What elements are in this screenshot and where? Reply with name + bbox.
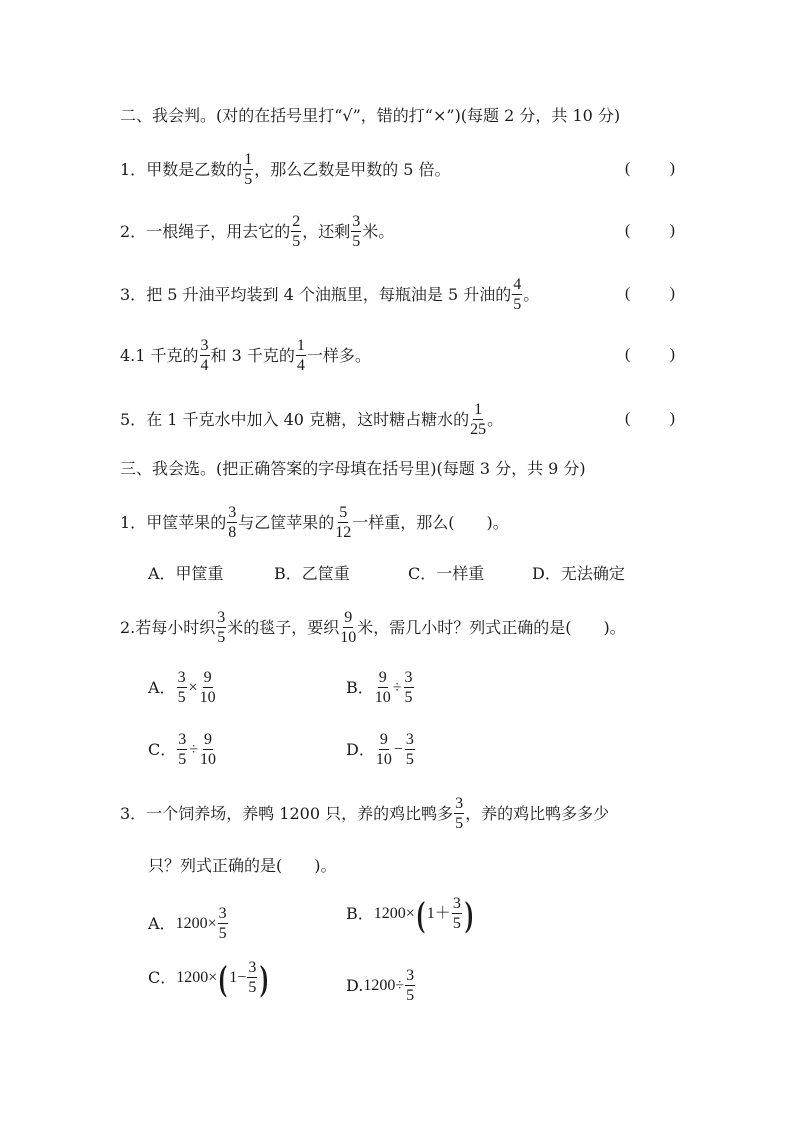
expression: 1200× — [176, 969, 218, 986]
item-number: 3． — [120, 804, 147, 823]
numerator: 3 — [404, 669, 413, 686]
numerator: 3 — [352, 213, 361, 230]
denominator: 5 — [292, 233, 301, 250]
denominator: 5 — [352, 233, 361, 250]
item-number: 2. — [120, 618, 136, 637]
option-label: A． — [148, 914, 176, 933]
numerator: 3 — [178, 731, 187, 748]
denominator: 5 — [513, 296, 522, 313]
numerator: 9 — [204, 731, 213, 748]
item-text: 1 千克的 — [135, 346, 199, 365]
fraction — [405, 968, 415, 1004]
q2-option-d[interactable] — [346, 732, 416, 768]
numerator: 9 — [344, 609, 353, 626]
option-d[interactable]: D．无法确定 — [532, 564, 625, 583]
item-text: 一个饲养场，养鸭 1200 只，养的鸡比鸭多 — [146, 804, 454, 823]
judge-item-4 — [120, 338, 371, 374]
q3-option-c[interactable] — [148, 960, 270, 996]
answer-blank-4[interactable] — [625, 346, 675, 364]
item-text: ，还剩 — [302, 222, 351, 241]
minus-operator: − — [393, 741, 403, 758]
denominator: 5 — [178, 751, 187, 768]
choice-question-1 — [120, 505, 509, 541]
denominator: 5 — [248, 979, 257, 996]
denominator: 4 — [200, 357, 209, 374]
item-text: 若每小时织 — [135, 618, 216, 637]
item-text: 只？列式正确的是( )。 — [148, 856, 337, 875]
denominator: 5 — [452, 915, 461, 932]
paren-close: ) — [669, 222, 675, 239]
fraction — [512, 277, 522, 313]
right-paren: ) — [260, 958, 269, 998]
item-text: 米，需几小时？列式正确的是( )。 — [357, 618, 626, 637]
numerator: 1 — [474, 401, 483, 418]
numerator: 3 — [248, 959, 257, 976]
divide-operator: ÷ — [189, 741, 199, 758]
paren-close: ) — [669, 346, 675, 363]
option-label: C． — [148, 968, 177, 987]
denominator: 25 — [470, 421, 487, 438]
q3-line2 — [148, 858, 337, 874]
item-text: 甲筐苹果的 — [146, 513, 227, 532]
item-text: ，那么乙数是甲数的 5 倍。 — [254, 160, 451, 179]
numerator: 3 — [452, 895, 461, 912]
item-text: 把 5 升油平均装到 4 个油瓶里，每瓶油是 5 升油的 — [146, 285, 512, 304]
q1-options — [148, 566, 625, 582]
denominator: 10 — [375, 751, 392, 768]
paren-close: ) — [669, 160, 675, 177]
judge-item-2 — [120, 214, 394, 250]
fraction — [454, 796, 464, 832]
denominator: 10 — [374, 689, 391, 706]
paren-open: ( — [625, 222, 631, 239]
option-label: B． — [346, 678, 374, 697]
answer-blank-2[interactable] — [625, 222, 675, 240]
option-label: A． — [148, 678, 176, 697]
denominator: 10 — [200, 751, 217, 768]
numerator: 3 — [405, 731, 414, 748]
item-text: 。 — [487, 410, 504, 429]
item-number: 2． — [120, 222, 147, 241]
paren-open: ( — [625, 160, 631, 177]
fraction — [470, 402, 486, 438]
numerator: 3 — [177, 669, 186, 686]
q3-option-b[interactable] — [346, 896, 475, 932]
numerator: 3 — [228, 504, 237, 521]
q2-option-b[interactable] — [346, 670, 415, 706]
expression: 1− — [229, 969, 247, 986]
fraction — [291, 214, 301, 250]
numerator: 4 — [513, 276, 522, 293]
expression: 1200× — [373, 905, 415, 922]
multiply-operator: × — [188, 679, 198, 696]
numerator: 3 — [200, 337, 209, 354]
fraction — [340, 610, 356, 646]
denominator: 5 — [404, 689, 413, 706]
judge-item-5 — [120, 402, 503, 438]
option-a[interactable]: A．甲筐重 — [148, 564, 224, 583]
fraction — [247, 960, 257, 996]
paren-close: ) — [669, 285, 675, 302]
option-c[interactable]: C．一样重 — [408, 564, 485, 583]
fraction — [335, 505, 351, 541]
numerator: 2 — [292, 213, 301, 230]
numerator: 1 — [296, 337, 305, 354]
fraction — [218, 906, 228, 942]
fraction — [296, 338, 306, 374]
fraction — [177, 732, 187, 768]
right-paren: ) — [464, 894, 474, 934]
denominator: 5 — [177, 689, 186, 706]
item-text: 在 1 千克水中加入 40 克糖，这时糖占糖水的 — [146, 410, 470, 429]
item-text: 一样多。 — [306, 346, 371, 365]
expression: 1＋ — [426, 905, 451, 922]
numerator: 3 — [455, 795, 464, 812]
item-number: 1． — [120, 513, 147, 532]
item-text: 米。 — [362, 222, 395, 241]
item-text: ，养的鸡比鸭多多少 — [465, 804, 610, 823]
section-title-text: 二、我会判。(对的在括号里打“√”，错的打“×”)(每题 2 分，共 10 分) — [120, 106, 621, 125]
denominator: 12 — [335, 524, 352, 541]
paren-open: ( — [625, 285, 631, 302]
section-title-text: 三、我会选。(把正确答案的字母填在括号里)(每题 3 分，共 9 分) — [120, 459, 586, 478]
numerator: 3 — [218, 905, 227, 922]
numerator: 1 — [244, 151, 253, 168]
numerator: 5 — [339, 504, 348, 521]
denominator: 10 — [340, 629, 357, 646]
item-text: 米的毯子，要织 — [227, 618, 340, 637]
answer-blank-1[interactable] — [625, 160, 675, 178]
expression: 1200× — [175, 915, 217, 932]
item-text: 和 3 千克的 — [210, 346, 295, 365]
left-paren: ( — [416, 894, 425, 934]
section3-title — [120, 461, 586, 477]
fraction — [200, 732, 216, 768]
item-text: 。 — [523, 285, 540, 304]
option-label: D. — [346, 976, 364, 995]
denominator: 5 — [244, 171, 253, 188]
fraction — [351, 214, 361, 250]
q2-option-c[interactable] — [148, 732, 217, 768]
numerator: 3 — [217, 609, 226, 626]
item-text: 一根绳子，用去它的 — [146, 222, 291, 241]
fraction — [177, 670, 187, 706]
item-number: 3． — [120, 285, 147, 304]
fraction — [404, 670, 414, 706]
expression: 1200÷ — [363, 977, 405, 994]
item-text: 与乙筐苹果的 — [238, 513, 335, 532]
fraction — [227, 505, 237, 541]
fraction — [376, 732, 392, 768]
judge-item-1 — [120, 152, 451, 188]
denominator: 5 — [218, 925, 227, 942]
item-number: 4. — [120, 346, 136, 365]
q3-option-d[interactable] — [346, 968, 416, 1004]
denominator: 5 — [405, 751, 414, 768]
numerator: 9 — [378, 669, 387, 686]
numerator: 3 — [406, 967, 415, 984]
fraction — [243, 152, 253, 188]
numerator: 9 — [203, 669, 212, 686]
choice-question-3 — [120, 796, 609, 832]
fraction — [200, 670, 216, 706]
q3-option-a[interactable] — [148, 906, 229, 942]
item-number: 5． — [120, 410, 147, 429]
denominator: 4 — [296, 357, 305, 374]
section2-title — [120, 108, 620, 124]
judge-item-3 — [120, 277, 539, 313]
option-label: C． — [148, 740, 177, 759]
answer-blank-3[interactable] — [625, 285, 675, 303]
denominator: 5 — [455, 815, 464, 832]
fraction — [405, 732, 415, 768]
denominator: 5 — [217, 629, 226, 646]
item-number: 1． — [120, 160, 147, 179]
fraction — [216, 610, 226, 646]
option-label: B． — [346, 904, 374, 923]
option-label: D． — [346, 740, 375, 759]
numerator: 9 — [379, 731, 388, 748]
denominator: 8 — [228, 524, 237, 541]
left-paren: ( — [219, 958, 228, 998]
denominator: 5 — [406, 987, 415, 1004]
paren-open: ( — [625, 410, 631, 427]
q2-option-a[interactable] — [148, 670, 217, 706]
paren-close: ) — [669, 410, 675, 427]
answer-blank-5[interactable] — [625, 410, 675, 428]
fraction — [200, 338, 210, 374]
item-text: 一样重，那么( )。 — [352, 513, 509, 532]
denominator: 10 — [199, 689, 216, 706]
choice-question-2 — [120, 610, 626, 646]
divide-operator: ÷ — [392, 679, 402, 696]
fraction — [452, 896, 462, 932]
paren-open: ( — [625, 346, 631, 363]
fraction — [375, 670, 391, 706]
option-b[interactable]: B．乙筐重 — [274, 564, 350, 583]
item-text: 甲数是乙数的 — [146, 160, 243, 179]
